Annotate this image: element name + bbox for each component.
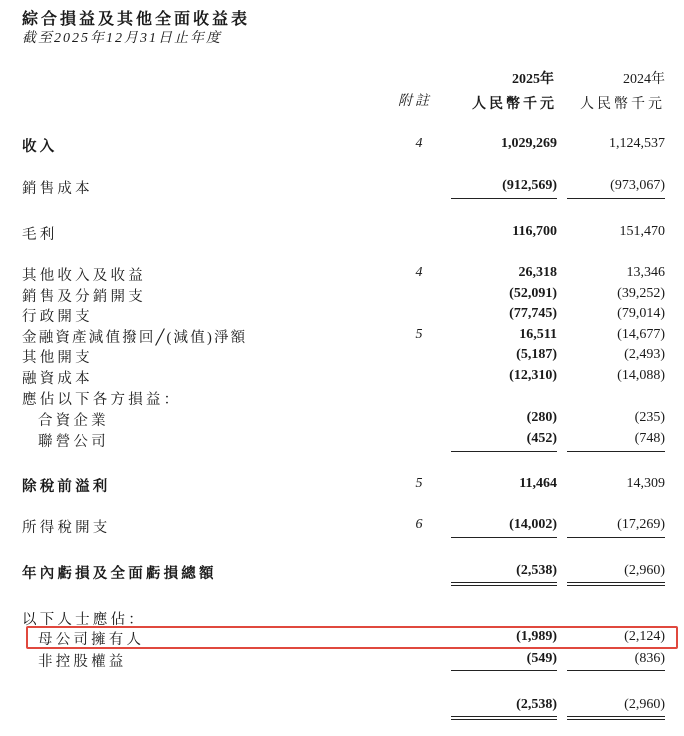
row-2025-other-income: 26,318	[518, 265, 557, 280]
rule-total-2024-a	[567, 716, 665, 717]
row-label-joint-ventures: 合資企業	[38, 413, 109, 429]
row-label-other-income: 其他收入及收益	[22, 268, 146, 284]
col-2024-unit: 人民幣千元	[580, 97, 665, 112]
row-2025-cost-of-sales: (912,569)	[502, 178, 557, 193]
row-2024-other-expenses: (2,493)	[624, 347, 665, 362]
row-label-admin-expenses: 行政開支	[22, 309, 93, 325]
rule-split-2024	[567, 670, 665, 671]
row-note-income-tax: 6	[415, 517, 423, 532]
col-2025-year: 2025年	[512, 72, 554, 87]
row-note-impairment: 5	[415, 327, 423, 342]
row-2025-joint-ventures: (280)	[526, 410, 557, 425]
row-2025-loss-for-year: (2,538)	[516, 563, 557, 578]
row-2024-joint-ventures: (235)	[634, 410, 665, 425]
row-label-share-of-losses: 應佔以下各方損益：	[22, 392, 182, 408]
row-2025-impairment: 16,511	[519, 327, 557, 342]
row-label-cost-of-sales: 銷售成本	[22, 181, 93, 197]
row-label-revenue: 收入	[22, 139, 58, 155]
row-2024-cost-of-sales: (973,067)	[610, 178, 665, 193]
row-2025-associates: (452)	[526, 431, 557, 446]
rule-loss-2024-a	[567, 582, 665, 583]
col-2025-unit: 人民幣千元	[472, 97, 557, 112]
row-label-attributable-to: 以下人士應佔：	[22, 612, 146, 628]
row-label-owners-of-parent: 母公司擁有人	[38, 632, 145, 648]
row-2024-revenue: 1,124,537	[609, 136, 665, 151]
rule-tax-2025	[451, 537, 557, 538]
rule-split-2025	[451, 670, 557, 671]
rule-loss-2024-b	[567, 585, 665, 586]
rule-operating-2024	[567, 451, 665, 452]
row-2025-admin-expenses: (77,745)	[509, 306, 557, 321]
row-2024-admin-expenses: (79,014)	[617, 306, 665, 321]
row-label-loss-for-year: 年內虧損及全面虧損總額	[22, 566, 217, 582]
row-2025-non-controlling: (549)	[526, 651, 557, 666]
rule-total-2025-b	[451, 719, 557, 720]
row-2024-non-controlling: (836)	[634, 651, 665, 666]
row-label-profit-before-tax: 除稅前溢利	[22, 479, 111, 495]
statement-period: 截至2025年12月31日止年度	[22, 31, 222, 46]
row-2024-gross-profit: 151,470	[619, 224, 665, 239]
rule-loss-2025-a	[451, 582, 557, 583]
row-2025-gross-profit: 116,700	[512, 224, 557, 239]
rule-operating-2025	[451, 451, 557, 452]
row-2024-loss-for-year: (2,960)	[624, 563, 665, 578]
row-2024-selling-expenses: (39,252)	[617, 286, 665, 301]
rule-cost-2025	[451, 198, 557, 199]
row-note-other-income: 4	[415, 265, 423, 280]
row-2024-impairment: (14,677)	[617, 327, 665, 342]
row-label-associates: 聯營公司	[38, 434, 109, 450]
row-2025-other-expenses: (5,187)	[516, 347, 557, 362]
rule-tax-2024	[567, 537, 665, 538]
row-label-income-tax: 所得稅開支	[22, 520, 111, 536]
note-column-header: 附註	[398, 94, 432, 109]
row-2025-owners-of-parent: (1,989)	[516, 629, 557, 644]
row-2025-selling-expenses: (52,091)	[509, 286, 557, 301]
row-2025-finance-costs: (12,310)	[509, 368, 557, 383]
row-2025-revenue: 1,029,269	[501, 136, 557, 151]
row-note-profit-before-tax: 5	[415, 476, 423, 491]
row-2024-associates: (748)	[634, 431, 665, 446]
rule-cost-2024	[567, 198, 665, 199]
row-note-revenue: 4	[415, 136, 423, 151]
row-2025-total: (2,538)	[516, 697, 557, 712]
row-2024-other-income: 13,346	[626, 265, 665, 280]
col-2024-year: 2024年	[623, 72, 665, 87]
rule-total-2024-b	[567, 719, 665, 720]
row-2024-total: (2,960)	[624, 697, 665, 712]
row-2025-income-tax: (14,002)	[509, 517, 557, 532]
statement-title: 綜合損益及其他全面收益表	[22, 11, 251, 28]
row-2024-finance-costs: (14,088)	[617, 368, 665, 383]
row-label-gross-profit: 毛利	[22, 227, 58, 243]
row-2024-owners-of-parent: (2,124)	[624, 629, 665, 644]
row-label-selling-expenses: 銷售及分銷開支	[22, 289, 146, 305]
row-2025-profit-before-tax: 11,464	[519, 476, 557, 491]
rule-loss-2025-b	[451, 585, 557, 586]
row-2024-income-tax: (17,269)	[617, 517, 665, 532]
row-2024-profit-before-tax: 14,309	[626, 476, 665, 491]
row-label-other-expenses: 其他開支	[22, 350, 93, 366]
rule-total-2025-a	[451, 716, 557, 717]
row-label-finance-costs: 融資成本	[22, 371, 93, 387]
row-label-impairment: 金融資產減值撥回╱(減值)淨額	[22, 330, 248, 346]
row-label-non-controlling: 非控股權益	[38, 654, 127, 670]
